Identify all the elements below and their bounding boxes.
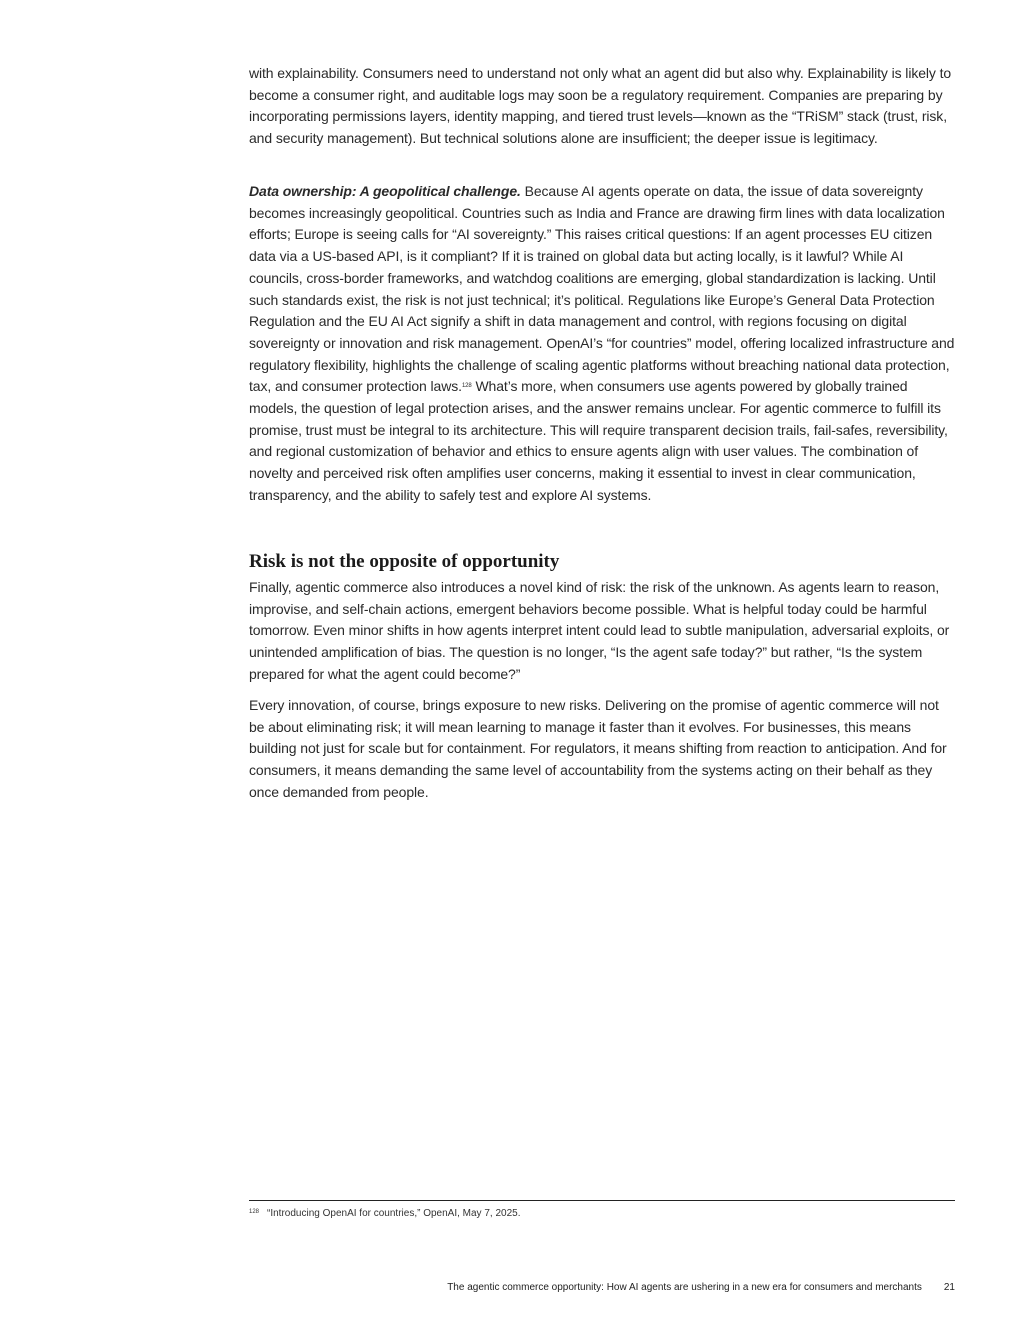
- footnote-text: “Introducing OpenAI for countries,” OpenAI, May 7, 2025.: [267, 1208, 521, 1219]
- paragraph-text: Because AI agents operate on data, the issue of data sovereignty becomes increasingly geopolitical. Countries such as India and France are drawing firm lines with data localization efforts; Europe is seeing calls for “AI sovereignty.” This raises critical questions: If an agent processes EU citizen data via a US-based API, is it compliant? If it is trained on global data but acting locally, is it lawful? While AI councils, cross-border frameworks, and watchdog coalitions are emerging, global standardization is lacking. Until such standards exist, the risk is not just technical; it’s political. Regulations like Europe’s General Data Protection Regulation and the EU AI Act signify a shift in data management and control, with regions focusing on digital sovereignty or innovation and risk management. OpenAI’s “for countries” model, offering localized infrastructure and regulatory flexibility, highlights the challenge of scaling agentic platforms without breaching national data protection, tax, and consumer protection laws.: [249, 183, 955, 395]
- paragraph-risk-unknown: Finally, agentic commerce also introduces a novel kind of risk: the risk of the unknown. As agents learn to reason, improvise, and self-chain actions, emergent behaviors become possible. What is helpful today could be harmful tomorrow. Even minor shifts in how agents interpret intent could lead to subtle manipulation, adversarial exploits, or unintended amplification of bias. The question is no longer, “Is the agent safe today?” but rather, “Is the system prepared for what the agent could become?”: [249, 579, 950, 682]
- footnote-divider: [249, 1200, 955, 1201]
- section-heading: Risk is not the opposite of opportunity: [249, 551, 560, 572]
- body-paragraph: [249, 695, 955, 804]
- footnote-number: 128: [249, 1209, 260, 1215]
- paragraph-data-ownership: [249, 181, 955, 507]
- footnote: [249, 1205, 955, 1221]
- footnote-reference[interactable]: 128: [461, 383, 472, 390]
- page-number: 21: [943, 1282, 955, 1293]
- paragraph-text: What’s more, when consumers use agents powered by globally trained models, the question of legal protection arises, and the answer remains unclear. For agentic commerce to fulfill its promise, trust must be integral to its architecture. This will require transparent decision trails, fail-safes, reversibility, and regional customization of behavior and ethics to ensure agents align with user values. The combination of novelty and perceived risk often amplifies user concerns, making it essential to invest in clear communication, transparency, and the ability to safely test and explore AI systems.: [249, 378, 948, 503]
- body-paragraph: [249, 181, 955, 507]
- footer-title: The agentic commerce opportunity: How AI agents are ushering in a new era for consumers and merchants: [447, 1282, 922, 1293]
- paragraph-explainability: with explainability. Consumers need to understand not only what an agent did but also why. Explainability is likely to become a consumer right, and auditable logs may soon be a regulatory requirement. Companies are preparing by incorporating permissions layers, identity mapping, and tiered trust levels—known as the “TRiSM” stack (trust, risk, and security management). But technical solutions alone are insufficient; the deeper issue is legitimacy.: [249, 65, 952, 147]
- body-paragraph: [249, 63, 955, 150]
- paragraph-lead-in: Data ownership: A geopolitical challenge.: [249, 183, 521, 199]
- body-paragraph: [249, 577, 955, 686]
- page-footer: [447, 1281, 955, 1295]
- paragraph-innovation: Every innovation, of course, brings exposure to new risks. Delivering on the promise of agentic commerce will not be about eliminating risk; it will mean learning to manage it faster than it evolves. For businesses, this means building not just for scale but for containment. For regulators, it means shifting from reaction to anticipation. And for consumers, it means demanding the same level of accountability from the systems acting on their behalf as they once demanded from people.: [249, 697, 947, 800]
